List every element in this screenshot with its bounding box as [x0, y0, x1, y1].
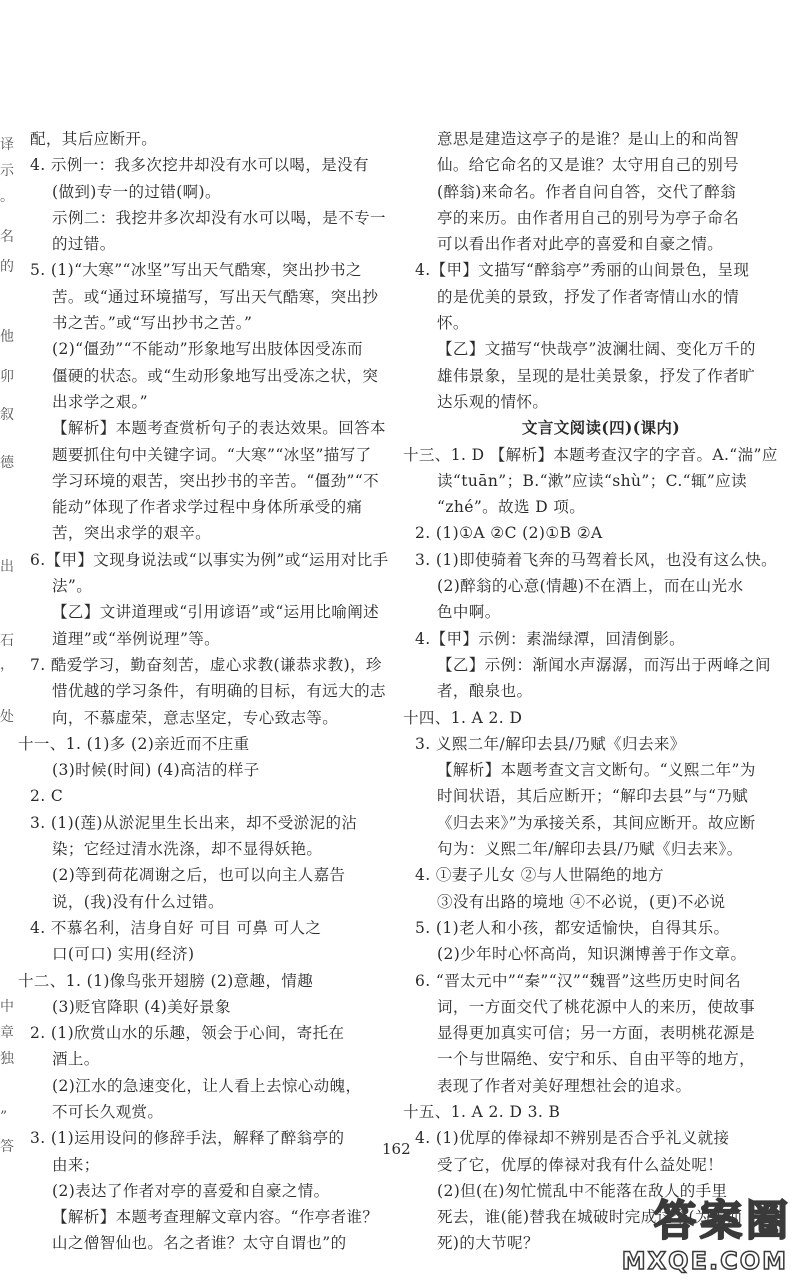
edge-glyph: 的 — [0, 259, 14, 275]
text-line: 死)的大节呢？ — [437, 1234, 539, 1253]
text-line: 时间状语，其后应断开；“解印去县”与“乃赋 — [437, 787, 749, 806]
edge-glyph: 出 — [0, 559, 14, 575]
text-line: (2)但(在)匆忙慌乱中不能落在敌人的手里 — [437, 1181, 728, 1200]
text-line: ③没有出路的境地 ④不必说，(更)不必说 — [437, 892, 726, 911]
text-line: 4. ①妻子儿女 ②与人世隔绝的地方 — [415, 866, 664, 885]
text-line: 色中啊。 — [437, 603, 501, 622]
edge-glyph: 独 — [0, 1051, 14, 1067]
text-line: 出求学之艰。” — [52, 392, 148, 411]
text-line: 亭的来历。由作者用自己的别号为亭子命名 — [437, 208, 740, 227]
text-line: 4. 示例一：我多次挖井却没有水可以喝，是没有 — [30, 156, 369, 175]
text-line: 十四、1. A 2. D — [403, 708, 523, 727]
text-line: 法”。 — [52, 577, 93, 596]
text-line: 【解析】本题考查文言文断句。“义熙二年”为 — [437, 761, 756, 780]
text-line: 意思是建造这亭子的是谁？是山上的和尚智 — [437, 130, 740, 148]
text-line: 句为：义熙二年/解印去县/乃赋《归去来》。 — [437, 840, 743, 859]
text-line: 5. (1)“大寒”“冰坚”写出天气酷寒，突出抄书之 — [30, 261, 362, 280]
text-line: 可以看出作者对此亭的喜爱和自豪之情。 — [437, 235, 724, 254]
text-line: 5. (1)老人和小孩，都安适愉快，自得其乐。 — [415, 918, 730, 937]
text-line: 读“tuān”；B.“漱”应读“shù”；C.“辄”应读 — [437, 471, 747, 490]
text-line: 表现了作者对美好理想社会的追求。 — [437, 1076, 692, 1095]
edge-glyph: 。 — [0, 189, 14, 205]
text-line: 3. (1)(莲)从淤泥里生长出来，却不受淤泥的沾 — [30, 813, 358, 832]
text-line: 3. (1)运用设问的修辞手法，解释了醉翁亭的 — [30, 1129, 345, 1148]
text-line: (2)“僵劲”“不能动”形象地写出肢体因受冻而 — [52, 340, 363, 359]
text-line: (做到)专一的过错(啊)。 — [52, 182, 221, 201]
edge-glyph: ， — [0, 657, 14, 673]
text-line: 十三、1. D 【解析】本题考查汉字的字音。A.“湍”应 — [403, 445, 778, 464]
text-line: 题要抓住句中关键字词。“大寒”“冰坚”描写了 — [52, 445, 372, 464]
text-line: 惜优越的学习条件，有明确的目标，有远大的志 — [52, 682, 386, 701]
section-title: 文言文阅读(四)(课内) — [521, 418, 681, 438]
text-line: 达乐观的情怀。 — [437, 392, 549, 411]
text-line: (2)少年时心怀高尚，知识渊博善于作文章。 — [437, 945, 747, 964]
text-line: 的过错。 — [52, 235, 116, 254]
text-line: 书之苦。”或“写出抄书之苦。” — [52, 314, 253, 333]
text-line: (3)时候(时间) (4)高洁的样子 — [52, 761, 260, 780]
text-line: 由来； — [52, 1155, 100, 1174]
edge-glyph: 答 — [0, 1139, 14, 1155]
text-line: 2. (1)欣赏山水的乐趣，领会于心间，寄托在 — [30, 1024, 345, 1043]
edge-glyph: 叙 — [0, 407, 14, 423]
text-line: 6. “晋太元中”“秦”“汉”“魏晋”这些历史时间名 — [415, 971, 742, 990]
text-line: 山之僧智仙也。名之者谁？太守自谓也”的 — [52, 1234, 347, 1253]
text-line: 怀。 — [437, 314, 469, 333]
edge-glyph: 卯 — [0, 369, 14, 385]
text-line: 4.【甲】文描写“醉翁亭”秀丽的山间景色，呈现 — [415, 261, 750, 280]
text-line: 学习环境的艰苦，突出抄书的辛苦。“僵劲”“不 — [52, 471, 380, 490]
edge-glyph: 译 — [0, 137, 14, 153]
text-line: 【乙】示例：渐闻水声潺潺，而泻出于两峰之间 — [437, 655, 771, 674]
text-line: 《归去来》”为承接关系，其间应断开。故应断 — [437, 813, 756, 832]
text-line: 6.【甲】文现身说法或“以事实为例”或“运用对比手 — [30, 550, 389, 569]
text-line: 十二、1. (1)像鸟张开翅膀 (2)意趣，情趣 — [18, 971, 314, 990]
watermark-logo: 答案圈 — [653, 1196, 792, 1245]
text-line: 显得更加真实可信；另一方面，表明桃花源是 — [437, 1024, 756, 1043]
right-column — [403, 126, 787, 1257]
left-edge-cropped-text — [0, 120, 16, 1180]
text-line: 受了它，优厚的俸禄对我有什么益处呢！ — [437, 1155, 724, 1174]
text-line: 2. (1)①A ②C (2)①B ②A — [415, 524, 603, 543]
text-line: 3. (1)即使骑着飞奔的马驾着长风，也没有这么快。 — [415, 550, 778, 569]
text-line: 道理”或“举例说理”等。 — [52, 629, 221, 648]
text-line: 2. C — [30, 787, 64, 806]
text-line: 能动”体现了作者求学过程中身体所承受的痛 — [52, 498, 363, 517]
text-line: 僵硬的状态。或“生动形象地写出受冻之状，突 — [52, 366, 379, 385]
text-line: 4. 不慕名利，洁身自好 可目 可鼻 可人之 — [30, 918, 322, 937]
text-line: 3. 义熙二年/解印去县/乃赋《归去来》 — [415, 734, 686, 753]
text-line: “zhé”。故选 D 项。 — [437, 498, 586, 517]
text-line: 者，酿泉也。 — [437, 682, 533, 701]
text-line: 【乙】文描写“快哉亭”波澜壮阔、变化万千的 — [437, 340, 756, 359]
text-line: 【乙】文讲道理或“引用谚语”或“运用比喻阐述 — [52, 603, 380, 622]
edge-glyph: ” — [0, 1109, 8, 1125]
text-line: 苦，突出求学的艰辛。 — [52, 524, 212, 543]
text-line: 词，一方面交代了桃花源中人的来历，使故事 — [437, 997, 756, 1016]
text-line: 7. 酷爱学习，勤奋刻苦，虚心求教(谦恭求教)，珍 — [30, 655, 382, 674]
edge-glyph: 处 — [0, 709, 14, 725]
text-line: 酒上。 — [52, 1050, 100, 1069]
text-line: 不可长久观赏。 — [52, 1102, 164, 1121]
edge-glyph: 他 — [0, 329, 14, 345]
edge-glyph: 示 — [0, 163, 14, 179]
text-line: (2)江水的急速变化，让人看上去惊心动魄， — [52, 1076, 362, 1095]
text-line: 【解析】本题考查赏析句子的表达效果。回答本 — [52, 419, 386, 438]
watermark — [607, 1195, 792, 1275]
text-line: 十五、1. A 2. D 3. B — [403, 1102, 561, 1121]
edge-glyph: 章 — [0, 1025, 14, 1041]
edge-glyph: 德 — [0, 455, 14, 471]
text-line: 【解析】本题考查理解文章内容。“作亭者谁？ — [52, 1208, 379, 1227]
text-line: (2)等到荷花凋谢之后，也可以向主人嘉告 — [52, 866, 346, 885]
text-line: 4.【甲】示例：素湍绿潭，回清倒影。 — [415, 629, 685, 648]
text-line: 苦。或“通过环境描写，写出天气酷寒，突出抄 — [52, 287, 379, 306]
text-line: 说，(我)没有什么过错。 — [52, 892, 224, 911]
text-line: (3)贬官降职 (4)美好景象 — [52, 997, 231, 1016]
text-line: 向，不慕虚荣，意志坚定，专心致志等。 — [52, 708, 339, 727]
text-line: 仙。给它命名的又是谁？太守用自己的别号 — [437, 156, 740, 175]
text-line: 示例二：我挖井多次却没有水可以喝，是不专一 — [52, 208, 386, 227]
text-line: (2)表达了作者对亭的喜爱和自豪之情。 — [52, 1181, 330, 1200]
left-column — [18, 126, 390, 1257]
text-line: 染；它经过清水洗涤，却不显得妖艳。 — [52, 840, 323, 859]
text-line: 十一、1. (1)多 (2)亲近而不庄重 — [18, 734, 250, 753]
text-line: 配，其后应断开。 — [30, 130, 158, 148]
text-line: 的是优美的景致，抒发了作者寄情山水的情 — [437, 287, 740, 306]
text-line: 雄伟景象，呈现的是壮美景象，抒发了作者旷 — [437, 366, 756, 385]
text-line: (2)醉翁的心意(情趣)不在酒上，而在山光水 — [437, 577, 744, 596]
text-line: 死去，谁(能)替我在城破时完成这个(为国而 — [437, 1208, 743, 1227]
text-line: (醉翁)来命名。作者自问自答，交代了醉翁 — [437, 182, 737, 201]
page-number: 162 — [382, 1140, 411, 1158]
text-line: 一个与世隔绝、安宁和乐、自由平等的地方， — [437, 1050, 756, 1069]
text-line: 4. (1)优厚的俸禄却不辨别是否合乎礼义就接 — [415, 1129, 730, 1148]
edge-glyph: 名 — [0, 229, 14, 245]
text-line: 口(可口) 实用(经济) — [52, 945, 195, 964]
edge-glyph: 石 — [0, 633, 14, 649]
edge-glyph: 中 — [0, 999, 14, 1015]
watermark-url: MXQE.COM — [621, 1247, 788, 1275]
